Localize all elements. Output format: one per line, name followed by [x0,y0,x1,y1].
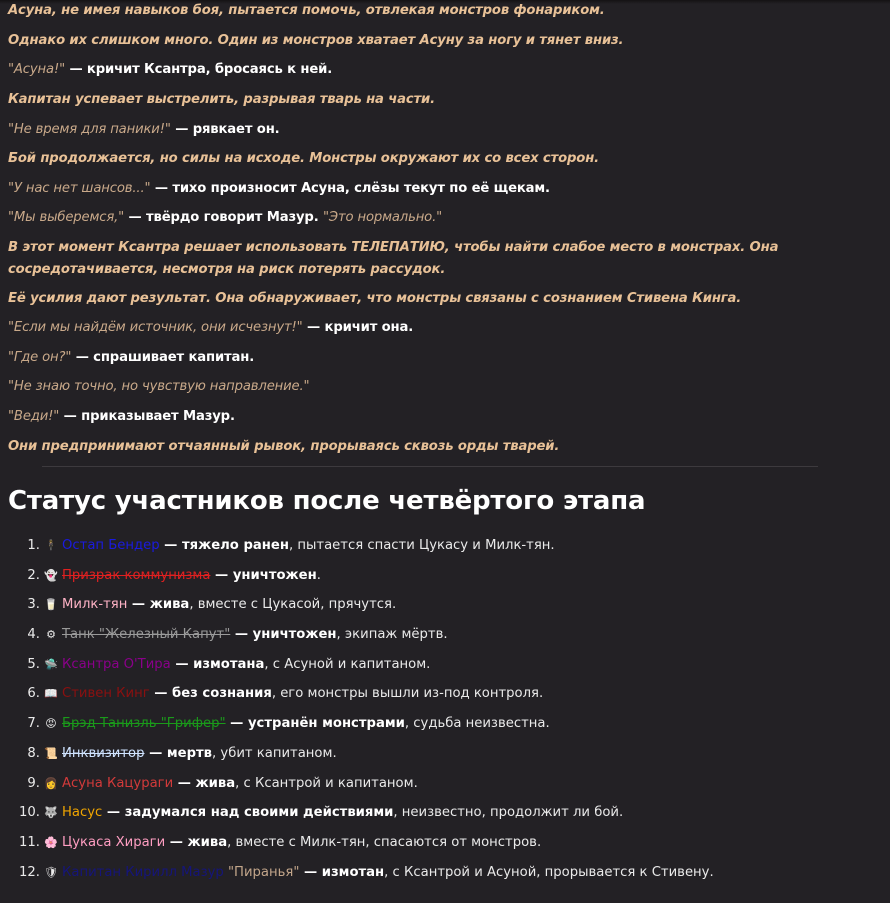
dialogue-quote: "Веди!" [8,409,60,424]
dialogue-quote: "Где он?" [8,350,72,365]
status-detail: , вместе с Милк-тян, спасаются от монстров. [227,834,542,850]
participant-name: Насус [62,805,103,821]
status-dash: — [159,538,182,553]
status-dash: — [225,716,248,732]
participant-name: Остап Бендер [62,538,160,553]
item-number: 2. [27,567,40,583]
status-dash: — [165,834,188,850]
cherry-blossom-icon: 🌸 [44,835,58,849]
participant-status-list [0,532,880,888]
story-paragraph [8,317,882,339]
story-paragraph: Капитан успевает выстрелить, разрывая тварь на части. [8,92,436,107]
item-number: 1. [27,538,40,553]
shield-icon: 🛡 [44,865,58,879]
section-divider [42,466,818,467]
story-paragraph: Бой продолжается, но силы на исходе. Монстры окружают их со всех сторон. [8,151,600,166]
participant-name: Милк-тян [62,597,128,613]
status-label: измотана [193,656,265,672]
list-item [0,710,880,740]
story-paragraph [8,119,882,141]
status-detail: , с Ксантрой и капитаном. [235,775,418,791]
item-number: 10. [19,805,40,821]
status-label: жива [149,597,190,613]
woman-icon: 👩 [44,776,58,790]
dialogue-quote: "У нас нет шансов..." [8,181,151,196]
participant-name: Брэд Танизль "Грифер" [62,716,226,732]
dialogue-attribution: — рявкает он. [170,122,280,137]
participant-name: Танк "Железный Капут" [62,627,231,643]
dialogue-attribution: — кричит она. [302,320,414,335]
item-number: 9. [27,775,40,791]
status-detail: , судьба неизвестна. [404,716,550,732]
status-dash: — [144,745,167,761]
story-paragraph: Они предпринимают отчаянный рывок, прорываясь сквозь орды тварей. [8,439,560,454]
participant-name: Асуна Кацураги [62,775,174,791]
status-label: устранён монстрами [247,716,405,732]
status-label: тяжело ранен [181,538,289,553]
dialogue-attribution: — кричит Ксантра, бросаясь к ней. [65,62,333,77]
status-dash: — [210,567,233,583]
story-paragraph [8,376,882,398]
status-detail: , его монстры вышли из-под контроля. [271,686,544,702]
list-item [0,859,880,889]
participant-name: Инквизитор [62,745,145,761]
story-paragraph [8,207,882,229]
dialogue-attribution: — тихо произносит Асуна, слёзы текут по её щекам. [150,181,550,196]
milk-glass-icon: 🥛 [44,598,58,612]
story-paragraph [8,347,882,369]
status-label: без сознания [172,686,272,702]
man-levitating-icon: 🕴 [44,539,58,552]
participant-name: Призрак коммунизма [62,567,211,583]
list-item [0,829,880,859]
status-label: мертв [166,745,213,761]
item-number: 6. [27,686,40,702]
list-item [0,532,880,562]
story-paragraph: Асуна, не имея навыков боя, пытается помочь, отвлекая монстров фонариком. [8,3,605,18]
flying-saucer-icon: 🛸 [44,657,58,671]
status-dash: — [127,597,150,613]
participant-name: Цукаса Хираги [62,834,166,850]
status-dash: — [230,627,253,643]
dialogue-quote: "Если мы найдём источник, они исчезнут!" [8,320,303,335]
item-number: 5. [27,656,40,672]
dialogue-quote: "Асуна!" [8,62,65,77]
status-detail: , вместе с Цукасой, прячутся. [189,597,397,613]
open-book-icon: 📖 [44,687,58,701]
item-number: 8. [27,745,40,761]
status-detail: . [316,567,321,583]
story-paragraph [8,406,882,428]
status-detail: , неизвестно, продолжит ли бой. [393,805,624,821]
story-paragraph: Её усилия дают результат. Она обнаруживает, что монстры связаны с сознанием Стивена Кинга. [8,291,742,306]
status-dash: — [149,686,173,702]
status-label: задумался над своими действиями [124,805,394,821]
status-label: жива [187,834,228,850]
dialogue-attribution: — приказывает Мазур. [59,409,235,424]
ghost-icon: 👻 [44,568,58,582]
dialogue-quote: "Это нормально." [323,210,443,225]
status-label: уничтожен [232,567,317,583]
dialogue-quote: "Не знаю точно, но чувствую направление." [8,379,310,394]
status-detail: , с Асуной и капитаном. [264,656,431,672]
participant-name: Капитан Кирилл Мазур [62,864,224,880]
list-item [0,770,880,800]
item-number: 11. [19,834,40,850]
story-paragraph: Однако их слишком много. Один из монстров хватает Асуну за ногу и тянет вниз. [8,33,624,48]
status-detail: , с Ксантрой и Асуной, прорывается к Стивену. [384,864,714,880]
dialogue-quote: "Не время для паники!" [8,122,171,137]
participant-nickname: "Пиранья" [223,864,300,880]
list-item [0,591,880,621]
status-dash: — [299,864,322,880]
gear-icon: ⚙ [46,628,56,642]
story-paragraph [8,178,882,200]
angry-face-icon: 😡 [45,717,57,731]
dialogue-attribution: — спрашивает капитан. [71,350,255,365]
story-paragraph [8,59,882,81]
status-dash: — [170,656,194,672]
participant-name: Ксантра О'Тира [62,656,171,672]
status-detail: , пытается спасти Цукасу и Милк-тян. [288,538,555,553]
list-item [0,651,880,681]
list-item [0,680,880,710]
status-label: уничтожен [252,627,337,643]
participant-name: Стивен Кинг [62,686,150,702]
status-detail: , убит капитаном. [212,745,337,761]
list-item [0,621,880,651]
item-number: 7. [27,716,40,732]
page-heading: Статус участников после четвёртого этапа [8,486,646,516]
status-label: измотан [321,864,385,880]
list-item [0,740,880,770]
status-label: жива [195,775,236,791]
dialogue-attribution: — твёрдо говорит Мазур. [124,210,323,225]
story-paragraph: В этот момент Ксантра решает использовать ТЕЛЕПАТИЮ, чтобы найти слабое место в монстрах. Она сосредотачивается, несмотря на риск потерять рассудок. [8,240,779,277]
status-dash: — [173,775,196,791]
wolf-icon: 🐺 [44,806,58,820]
status-detail: , экипаж мёртв. [336,627,448,643]
dialogue-quote: "Мы выберемся," [8,210,125,225]
status-dash: — [102,805,125,821]
item-number: 3. [27,597,40,613]
item-number: 4. [27,627,40,643]
list-item [0,562,880,592]
item-number: 12. [19,864,40,880]
list-item [0,799,880,829]
scroll-icon: 📜 [44,746,58,760]
